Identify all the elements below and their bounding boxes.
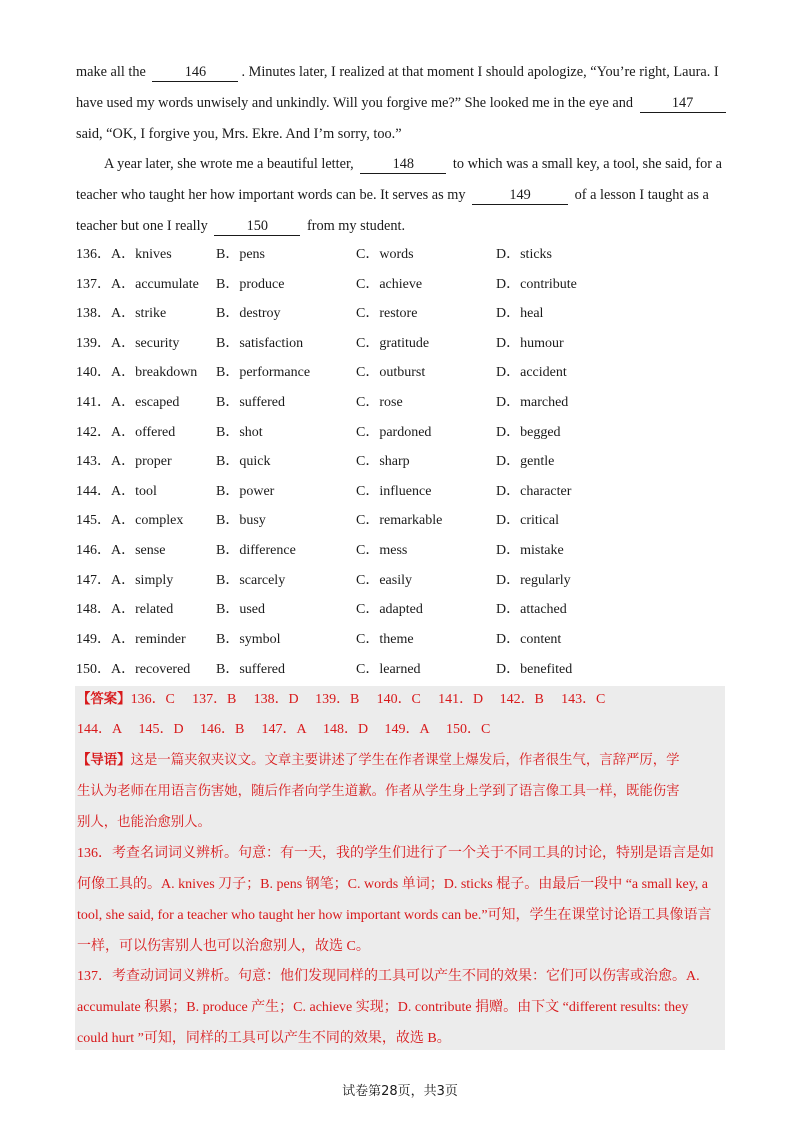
option-a: 138．A．strike bbox=[76, 306, 167, 321]
passage-text: teacher who taught her how important words can be. It serves as my bbox=[76, 187, 466, 203]
option-d: D．attached bbox=[496, 602, 567, 617]
option-c: C．rose bbox=[356, 395, 403, 410]
blank-146: 146 bbox=[152, 64, 238, 82]
answer-item: 136．C bbox=[130, 692, 175, 707]
option-b: B．busy bbox=[216, 513, 266, 528]
option-d: D．sticks bbox=[496, 247, 552, 262]
option-d: D．accident bbox=[496, 365, 567, 380]
guide-text: 生认为老师在用语言伤害她，随后作者向学生道歉。作者从学生身上学到了语言像工具一样，既能伤害 bbox=[77, 784, 680, 799]
answer-item: 147．A bbox=[261, 722, 307, 737]
q137-line-1 bbox=[77, 966, 700, 988]
guide-line-1 bbox=[77, 750, 680, 772]
passage-text: of a lesson I taught as a bbox=[574, 187, 709, 203]
option-a: 136．A．knives bbox=[76, 247, 172, 262]
option-a: 139．A．security bbox=[76, 336, 180, 351]
explanation-text: could hurt ”可知，同样的工具可以产生不同的效果，故选 B。 bbox=[77, 1031, 451, 1046]
option-d: D．benefited bbox=[496, 662, 573, 677]
page-footer: 试卷第28页，共3页 bbox=[342, 1084, 458, 1099]
q136-line-3 bbox=[77, 905, 712, 927]
blank-149: 149 bbox=[472, 187, 568, 205]
answer-item: 150．C bbox=[446, 722, 491, 737]
guide-line-2 bbox=[77, 781, 680, 803]
explanation-text: 一样，可以伤害别人也可以治愈别人，故选 C。 bbox=[77, 939, 370, 954]
option-c: C．learned bbox=[356, 662, 421, 677]
option-d: D．regularly bbox=[496, 573, 571, 588]
blank-147: 147 bbox=[640, 95, 726, 113]
passage-line-4 bbox=[104, 154, 722, 174]
option-b: B．suffered bbox=[216, 395, 285, 410]
passage-text: to which was a small key, a tool, she said, for a bbox=[452, 156, 722, 172]
option-b: B．difference bbox=[216, 543, 296, 558]
q136-line-1 bbox=[77, 843, 714, 865]
passage-text: A year later, she wrote me a beautiful letter, bbox=[104, 156, 354, 172]
option-a: 144．A．tool bbox=[76, 484, 157, 499]
option-a: 147．A．simply bbox=[76, 573, 174, 588]
option-c: C．mess bbox=[356, 543, 408, 558]
option-b: B．quick bbox=[216, 454, 271, 469]
passage-text: said, “OK, I forgive you, Mrs. Ekre. And I’m sorry, too.” bbox=[76, 126, 402, 142]
option-c: C．influence bbox=[356, 484, 432, 499]
option-a: 150．A．recovered bbox=[76, 662, 191, 677]
option-a: 145．A．complex bbox=[76, 513, 184, 528]
option-d: D．critical bbox=[496, 513, 559, 528]
option-c: C．remarkable bbox=[356, 513, 443, 528]
passage-line-5 bbox=[76, 185, 709, 205]
option-b: B．pens bbox=[216, 247, 265, 262]
explanation-text: accumulate 积累；B. produce 产生；C. achieve 实现；D. contribute 捐赠。由下文 “different results: they bbox=[77, 1000, 689, 1015]
option-d: D．mistake bbox=[496, 543, 564, 558]
option-c: C．easily bbox=[356, 573, 412, 588]
passage-text: have used my words unwisely and unkindly. Will you forgive me?” She looked me in the eye and bbox=[76, 95, 634, 111]
option-d: D．begged bbox=[496, 425, 561, 440]
answer-row-1 bbox=[77, 689, 613, 711]
answer-item: 140．C bbox=[376, 692, 421, 707]
guide-text: 别人，也能治愈别人。 bbox=[77, 815, 211, 830]
guide-text: 这是一篇夹叙夹议文。文章主要讲述了学生在作者课堂上爆发后，作者很生气，言辞严厉，学 bbox=[130, 753, 680, 768]
option-d: D．humour bbox=[496, 336, 564, 351]
answer-row-2 bbox=[77, 719, 498, 741]
option-a: 137．A．accumulate bbox=[76, 277, 199, 292]
answer-item: 144．A bbox=[77, 722, 123, 737]
option-c: C．outburst bbox=[356, 365, 426, 380]
guide-tag: 【导语】 bbox=[77, 753, 131, 768]
option-b: B．performance bbox=[216, 365, 311, 380]
answer-item: 143．C bbox=[561, 692, 606, 707]
passage-line-1 bbox=[76, 62, 719, 82]
blank-148: 148 bbox=[360, 156, 446, 174]
option-a: 143．A．proper bbox=[76, 454, 172, 469]
option-b: B．scarcely bbox=[216, 573, 286, 588]
option-a: 142．A．offered bbox=[76, 425, 176, 440]
option-c: C．restore bbox=[356, 306, 418, 321]
option-d: D．character bbox=[496, 484, 572, 499]
option-c: C．theme bbox=[356, 632, 414, 647]
option-c: C．pardoned bbox=[356, 425, 432, 440]
answer-item: 146．B bbox=[200, 722, 245, 737]
answer-section bbox=[75, 686, 725, 1050]
option-b: B．used bbox=[216, 602, 265, 617]
answer-tag: 【答案】 bbox=[77, 692, 131, 707]
option-b: B．suffered bbox=[216, 662, 285, 677]
explanation-text: tool, she said, for a teacher who taught her how important words can be.”可知，学生在课堂讨论语工具像语言 bbox=[77, 908, 712, 923]
explanation-text: 137．考查动词词义辨析。句意：他们发现同样的工具可以产生不同的效果：它们可以伤害或治愈。A. bbox=[77, 969, 700, 984]
passage-line-6 bbox=[76, 216, 405, 236]
answer-item: 141．D bbox=[438, 692, 484, 707]
passage-line-2 bbox=[76, 93, 729, 113]
explanation-text: 何像工具的。A. knives 刀子；B. pens 钢笔；C. words 单词；D. sticks 棍子。由最后一段中 “a small key, a bbox=[77, 877, 708, 892]
q136-line-4 bbox=[77, 936, 370, 958]
answer-item: 149．A bbox=[384, 722, 430, 737]
answer-item: 137．B bbox=[192, 692, 237, 707]
option-d: D．marched bbox=[496, 395, 569, 410]
answer-item: 138．D bbox=[253, 692, 299, 707]
option-a: 140．A．breakdown bbox=[76, 365, 198, 380]
answer-item: 142．B bbox=[499, 692, 544, 707]
passage-text: teacher but one I really bbox=[76, 218, 208, 234]
option-b: B．satisfaction bbox=[216, 336, 304, 351]
option-a: 148．A．related bbox=[76, 602, 174, 617]
option-b: B．produce bbox=[216, 277, 285, 292]
option-b: B．destroy bbox=[216, 306, 281, 321]
passage-line-3 bbox=[76, 124, 402, 144]
passage-text: . Minutes later, I realized at that moment I should apologize, “You’re right, Laura. I bbox=[241, 64, 719, 80]
option-d: D．contribute bbox=[496, 277, 577, 292]
option-a: 146．A．sense bbox=[76, 543, 166, 558]
option-c: C．gratitude bbox=[356, 336, 430, 351]
option-b: B．symbol bbox=[216, 632, 281, 647]
passage-text: make all the bbox=[76, 64, 146, 80]
option-c: C．words bbox=[356, 247, 414, 262]
answer-item: 148．D bbox=[323, 722, 369, 737]
q137-line-3 bbox=[77, 1028, 451, 1050]
option-d: D．heal bbox=[496, 306, 544, 321]
option-a: 149．A．reminder bbox=[76, 632, 186, 647]
blank-150: 150 bbox=[214, 218, 300, 236]
option-a: 141．A．escaped bbox=[76, 395, 180, 410]
option-b: B．shot bbox=[216, 425, 263, 440]
option-d: D．gentle bbox=[496, 454, 555, 469]
option-d: D．content bbox=[496, 632, 562, 647]
guide-line-3 bbox=[77, 812, 211, 834]
option-c: C．sharp bbox=[356, 454, 410, 469]
answer-item: 139．B bbox=[315, 692, 360, 707]
option-c: C．adapted bbox=[356, 602, 423, 617]
explanation-text: 136．考查名词词义辨析。句意：有一天，我的学生们进行了一个关于不同工具的讨论，特别是语言是如 bbox=[77, 846, 714, 861]
q136-line-2 bbox=[77, 874, 708, 896]
q137-line-2 bbox=[77, 997, 688, 1019]
passage-text: from my student. bbox=[306, 218, 406, 234]
option-b: B．power bbox=[216, 484, 275, 499]
answer-item: 145．D bbox=[138, 722, 184, 737]
option-c: C．achieve bbox=[356, 277, 423, 292]
